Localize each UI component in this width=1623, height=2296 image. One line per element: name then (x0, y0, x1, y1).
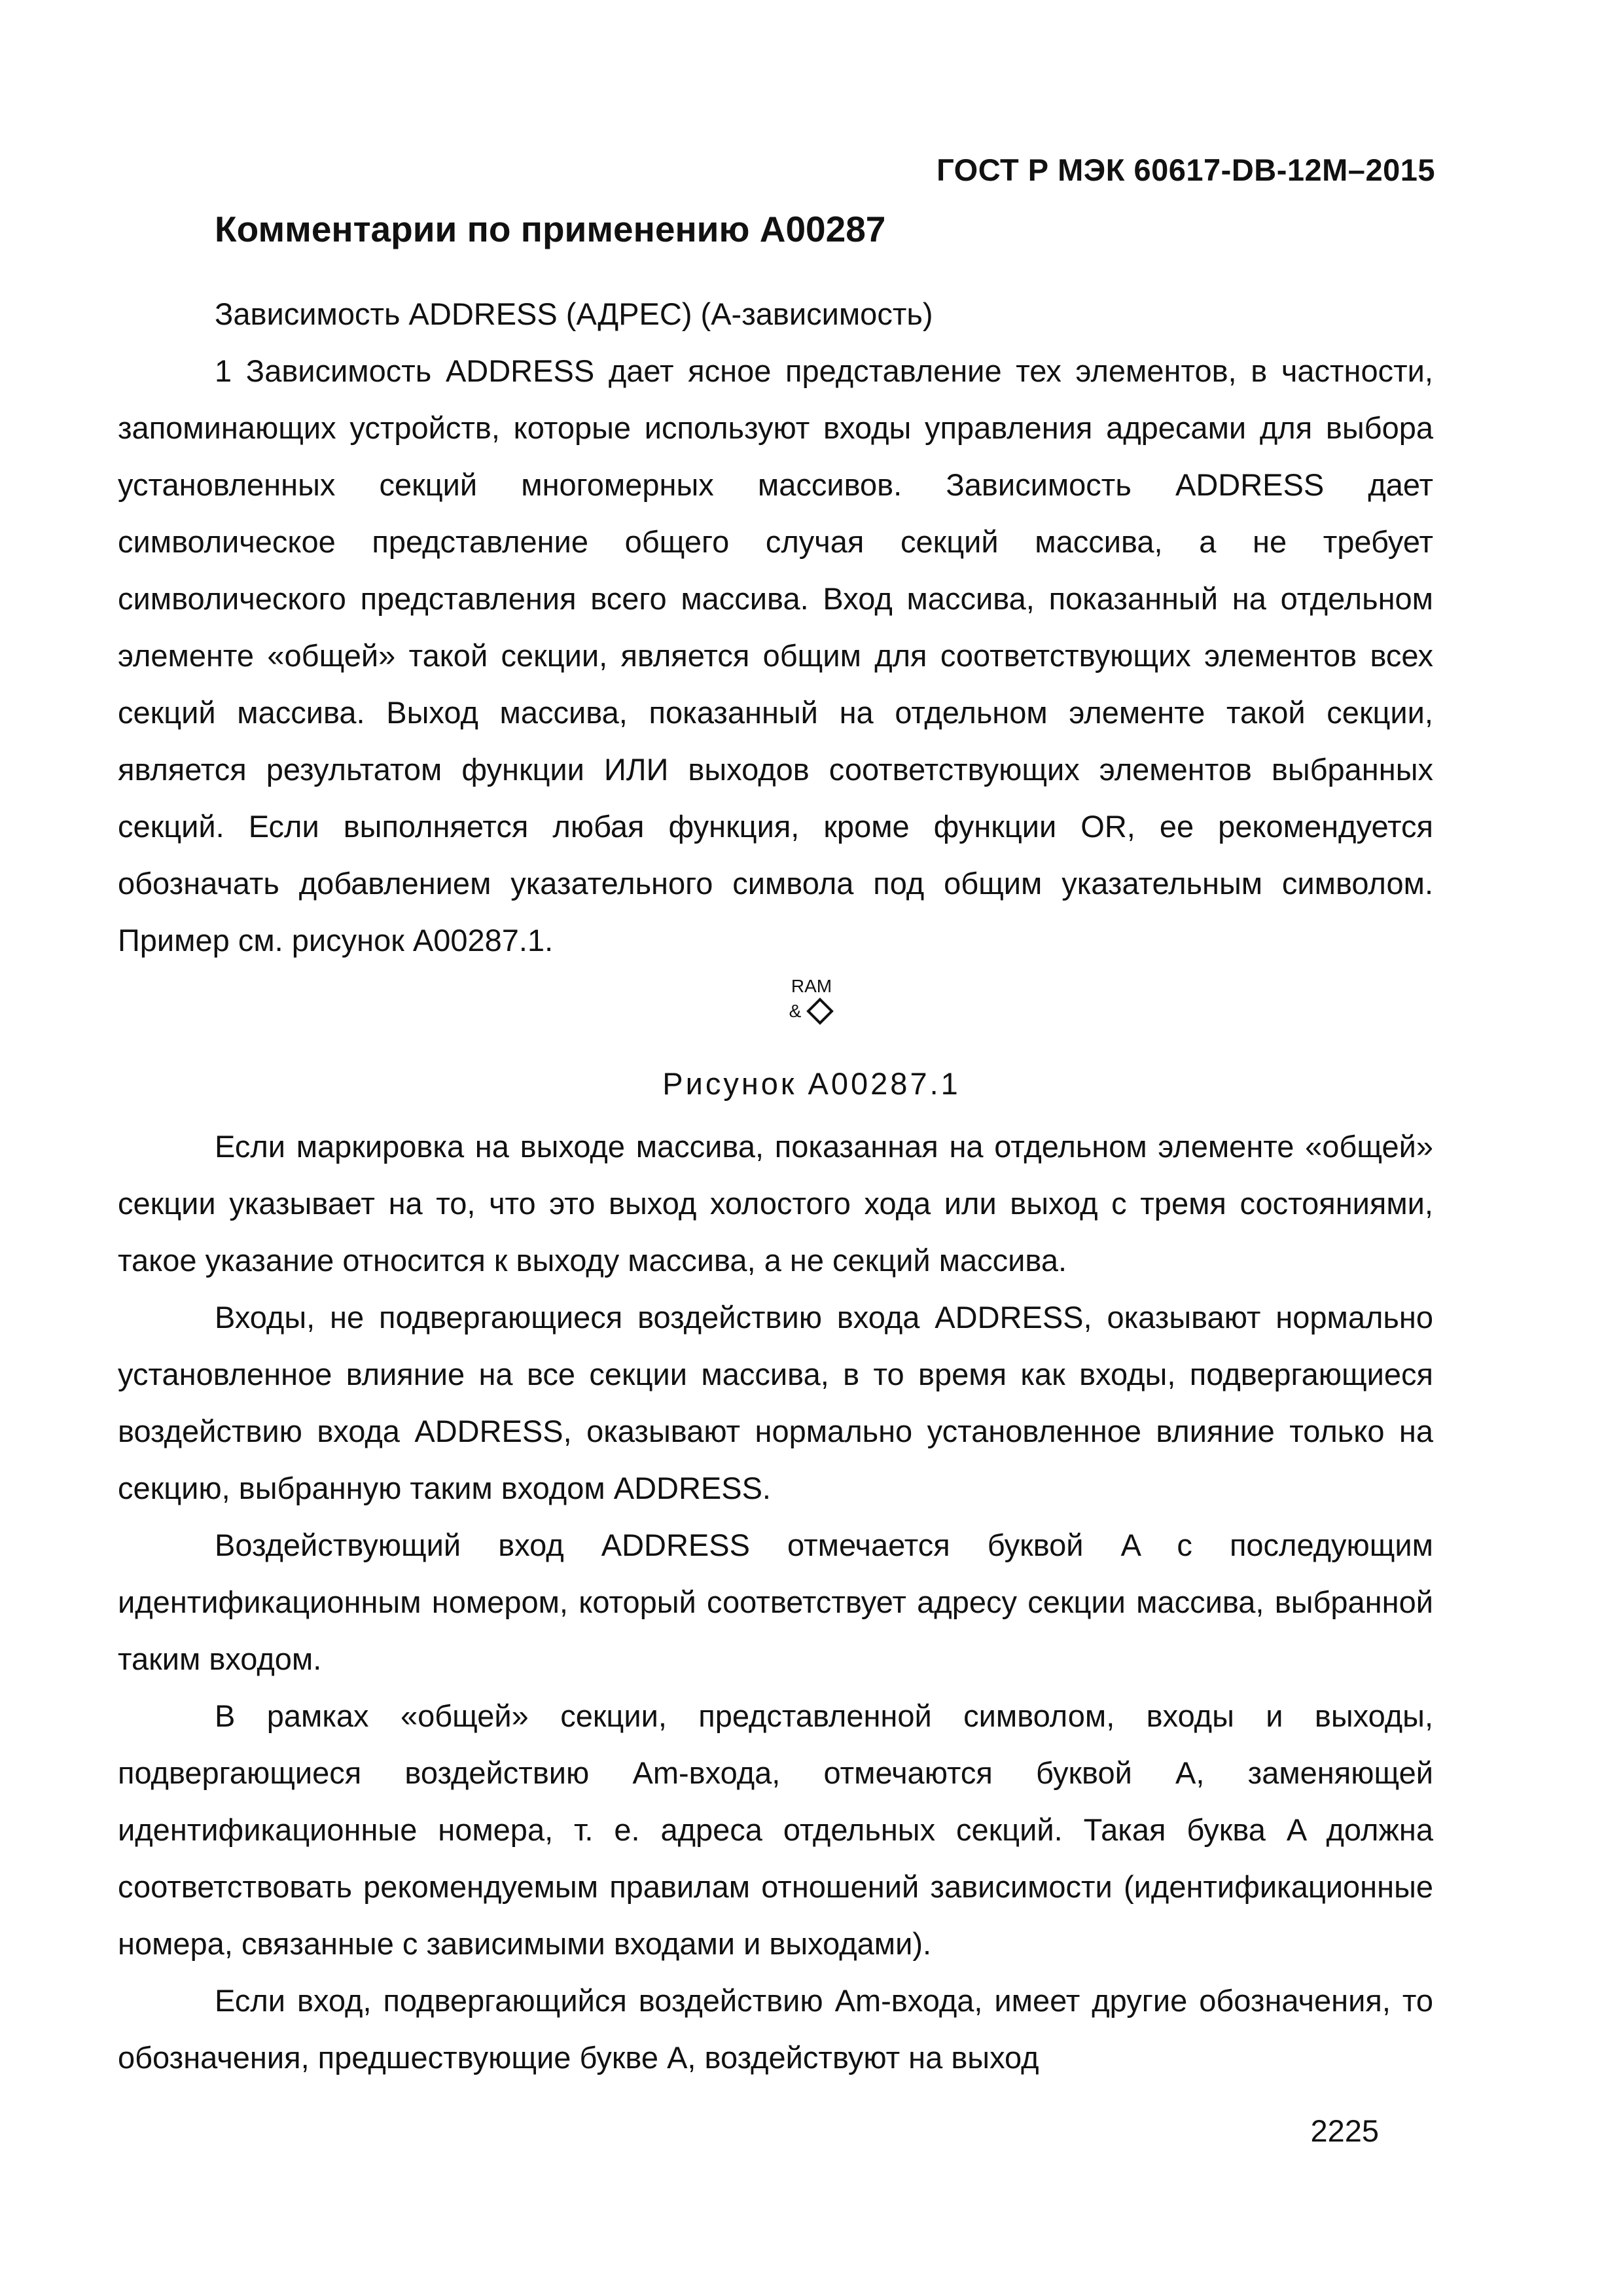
ram-label: RAM (791, 976, 832, 996)
ram-symbol (789, 975, 834, 1025)
figure-a00287-1 (0, 975, 1623, 1025)
ampersand-label: & (789, 1001, 802, 1021)
page-number: 2225 (1310, 2113, 1379, 2148)
standard-header: ГОСТ Р МЭК 60617-DB-12M–2015 (936, 152, 1435, 187)
figure-caption: Рисунок A00287.1 (662, 1066, 961, 1101)
section-subtitle: Зависимость ADDRESS (АДРЕС) (А-зависимость) (215, 296, 933, 331)
paragraph: 1 Зависимость ADDRESS дает ясное представление тех элементов, в частности, запоминающих устройств, которые используют входы управления адресами для выбора установленных секций многомерных массивов. Зависимость ADDRESS дает символическое представление общего случая секций массива, а не требует символического представления всего массива. Вход массива, показанный на отдельном элементе «общей» такой секции, является общим для соответствующих элементов всех секций массива. Выход массива, показанный на отдельном элементе такой секции, является результатом функции ИЛИ выходов соответствующих элементов выбранных секций. Если выполняется любая функция, кроме функции OR, ее рекомендуется обозначать добавлением указательного символа под общим указательным символом. Пример см. рисунок A00287.1. (118, 353, 1433, 958)
section-title: Комментарии по применению A00287 (215, 209, 886, 249)
intro-text-block (118, 342, 1433, 969)
diamond-outline-icon (806, 997, 834, 1025)
paragraph: Входы, не подвергающиеся воздействию входа ADDRESS, оказывают нормально установленное влияние на все секции массива, в то время как входы, подвергающиеся воздействию входа ADDRESS, оказывают нормально установленное влияние только на секцию, выбранную таким входом ADDRESS. (118, 1300, 1433, 1505)
paragraph: В рамках «общей» секции, представленной символом, входы и выходы, подвергающиеся воздействию Am-входа, отмечаются буквой A, заменяющей идентификационные номера, т. е. адреса отдельных секций. Такая буква A должна соответствовать рекомендуемым правилам отношений зависимости (идентификационные номера, связанные с зависимыми входами и выходами). (118, 1698, 1433, 1961)
symbol-line (789, 997, 834, 1025)
paragraph: Если маркировка на выходе массива, показанная на отдельном элементе «общей» секции указывает на то, что это выход холостого хода или выход с тремя состояниями, такое указание относится к выходу массива, а не секций массива. (118, 1129, 1433, 1278)
main-text-block (118, 1118, 1433, 2086)
paragraph: Воздействующий вход ADDRESS отмечается буквой A с последующим идентификационным номером, который соответствует адресу секции массива, выбранной таким входом. (118, 1528, 1433, 1676)
paragraph: Если вход, подвергающийся воздействию Am-входа, имеет другие обозначения, то обозначения, предшествующие букве A, воздействуют на выход (118, 1983, 1433, 2075)
